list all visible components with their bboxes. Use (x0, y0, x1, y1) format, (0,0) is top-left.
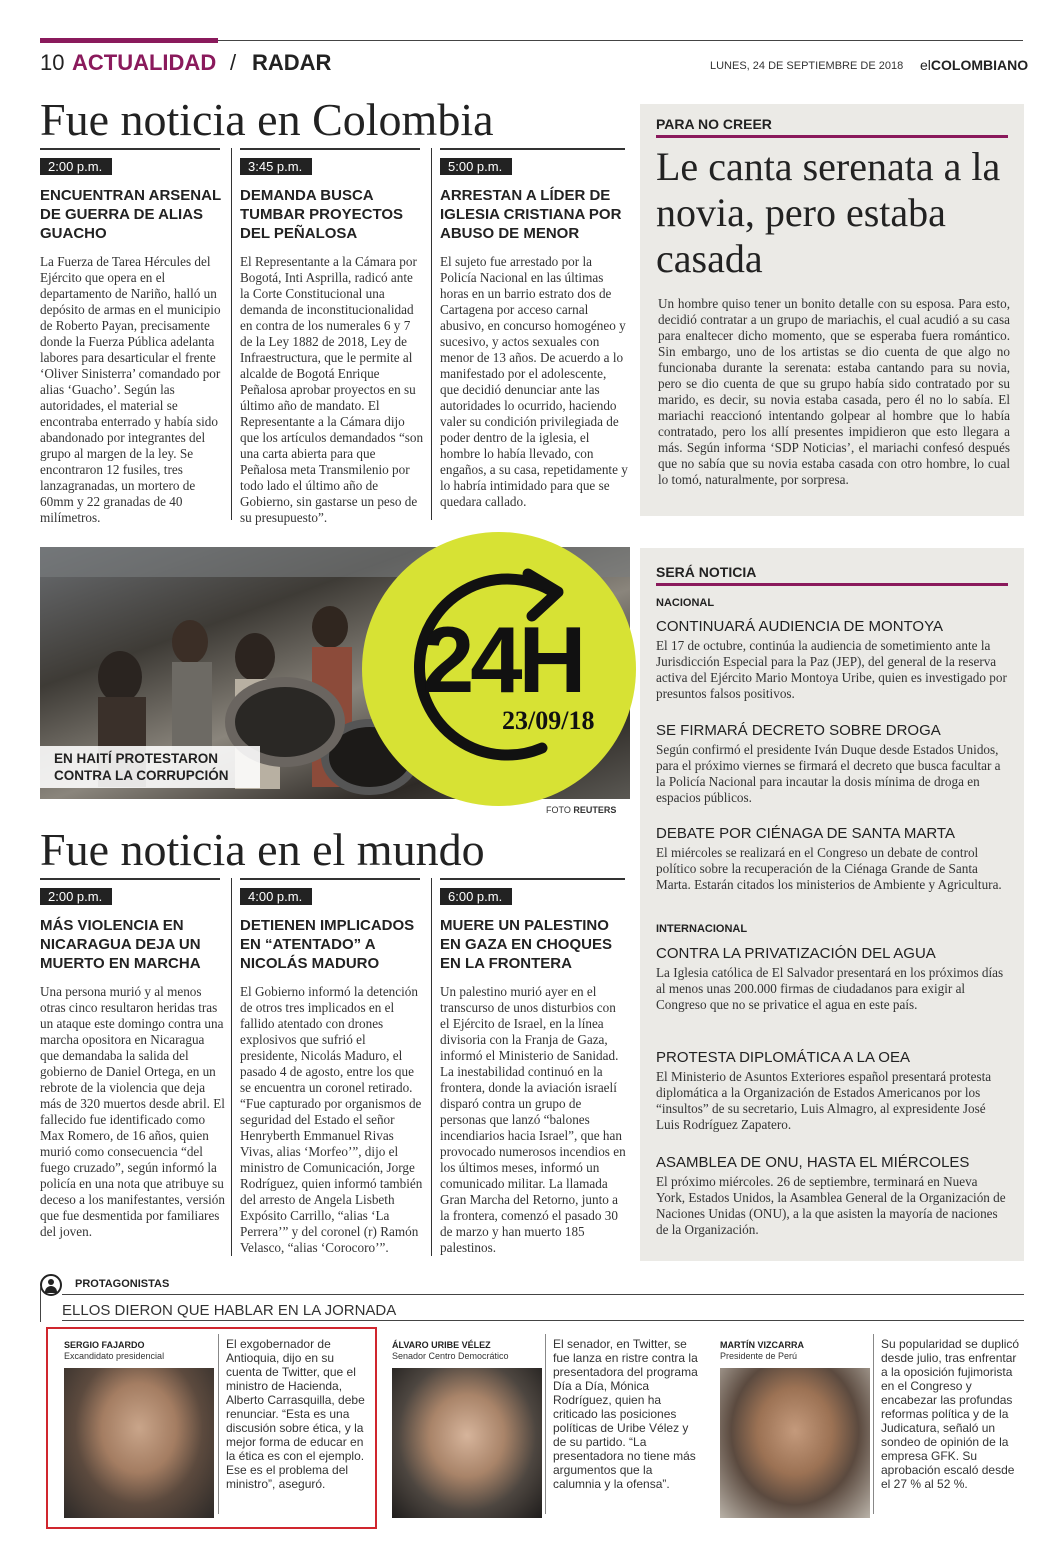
column-top-rule (240, 148, 420, 150)
story-body: El Gobierno informó la detención de otros tres implicados en el fallido atentado con drones explosivos que sufrió el presidente, Nicolás Maduro, el pasado 4 de agosto, entre los que se encuentra un coronel retirado. “Fue capturado por organismos de seguridad del Estado el señor Henryberth Emmanuel Rivas Vivas, alias ‘Morfeo’”, dijo el ministro de Comunicación, Jorge Rodríguez, quien informó también del arresto de Angela Lisbeth Expósito Carrillo, “alias ‘La Perrera’” y del coronel (r) Ramón Velasco, “alias ‘Corocoro’”. (240, 984, 423, 1255)
panel-title: Le canta serenata a la novia, pero estaba casada (656, 144, 1001, 281)
sera-noticia-item (656, 722, 1008, 806)
mundo-section-title: Fue noticia en el mundo (40, 824, 485, 875)
photo-caption-line: CONTRA LA CORRUPCIÓN (54, 768, 229, 783)
sera-noticia-item (656, 945, 1008, 1013)
story-body: Una persona murió y al menos otras cinco resultaron heridas tras un ataque este domingo contra una marcha opositora en Nicaragua que demandaba la salida del gobierno de Daniel Ortega, en un rebrote de la violencia que deja más de 320 muertos desde abril. El fallecido fue identificado como Max Romero, de 16 años, quien murió como consecuencia “del fuego cruzado”, según informó la policía en una nota que atribuye su deceso a los manifestantes, versión que fue desmentida por familiares del joven. (40, 984, 225, 1239)
item-body: Según confirmó el presidente Iván Duque desde Estados Unidos, para el próximo viernes se firmará el decreto que busca facultar a la Policía Nacional para incautar la dosis mínima de droga en espacios públicos. (656, 742, 1001, 805)
item-headline: CONTINUARÁ AUDIENCIA DE MONTOYA (656, 618, 943, 635)
protagonist-divider (873, 1334, 874, 1514)
photo-caption (40, 746, 260, 788)
column-divider (231, 148, 232, 520)
item-body: El 17 de octubre, continúa la audiencia de sometimiento ante la Jurisdicción Especial para la Paz (JEP), del general de la reserva activa del Ejército Mario Montoya Uribe, quien es investigado por presuntos falsos positivos. (656, 638, 1007, 701)
story-body: El sujeto fue arrestado por la Policía Nacional en las últimas horas en un barrio estrato dos de Cartagena por acceso carnal abusivo, en concurso homogéneo y sucesivo, y actos sexuales con menor de 13 años. De acuerdo a lo manifestado por el adolescente, que decidió denunciar ante las autoridades lo ocurrido, haciendo valer su condición privilegiada de poder dentro de la iglesia, el hombre lo había llevado, con engaños, a su casa, repetidamente y lo habría intimidado para que se quedara callado. (440, 254, 628, 509)
story-headline: DETIENEN IMPLICADOS EN “ATENTADO” A NICOLÁS MADURO (240, 917, 415, 972)
24h-badge-text: 24H (422, 607, 583, 712)
protagonist-role: Excandidato presidencial (64, 1351, 165, 1361)
item-body: El Ministerio de Asuntos Exteriores español presentará protesta diplomática a la Organización de Estados Americanos por los “insultos” de su secretario, Luis Almagro, al expresidente José Luis Rodríguez Zapatero. (656, 1069, 992, 1132)
column-top-rule (40, 148, 220, 150)
protagonist-role: Presidente de Perú (720, 1351, 798, 1361)
protagonist-photo (720, 1368, 870, 1518)
sera-noticia-item (656, 1049, 1008, 1133)
protagonistas-rule (62, 1294, 1024, 1295)
protagonist-photo (392, 1368, 542, 1518)
protagonistas-vertical-rule (40, 1286, 41, 1322)
story-body: Un palestino murió ayer en el transcurso de unos disturbios con el Ejército de Israel, en la línea divisoria con la Franja de Gaza, informó el Ministerio de Sanidad. La inestabilidad continuó en la frontera, donde la aviación israelí disparó contra un grupo de personas que lanzó “balones incendiarios hacia Israel”, que han provocado numerosos incendios en los últimos meses, informó un comunicado militar. La llamada Gran Marcha del Retorno, junto a la frontera, comenzó el pasado 30 de marzo y han muerto 185 palestinos. (440, 984, 626, 1255)
protagonist-divider (545, 1334, 546, 1514)
story-headline: ARRESTAN A LÍDER DE IGLESIA CRISTIANA POR ABUSO DE MENOR (440, 187, 622, 242)
panel-accent-rule (656, 135, 1008, 138)
story-headline: MUERE UN PALESTINO EN GAZA EN CHOQUES EN LA FRONTERA (440, 917, 612, 972)
story-time: 2:00 p.m. (40, 158, 112, 175)
story-headline: DEMANDA BUSCA TUMBAR PROYECTOS DEL PEÑALOSA (240, 187, 404, 242)
item-headline: PROTESTA DIPLOMÁTICA A LA OEA (656, 1049, 910, 1066)
protagonist-name: SERGIO FAJARDO (64, 1340, 145, 1350)
story-headline: ENCUENTRAN ARSENAL DE GUERRA DE ALIAS GUACHO (40, 187, 221, 242)
story-time: 4:00 p.m. (240, 888, 312, 905)
nacional-label: NACIONAL (656, 597, 715, 609)
protagonist-text: Su popularidad se duplicó desde julio, tras enfrentar a la oposición fujimorista en el Congreso y encabezar las profundas reformas política y de la Judicatura, señaló un sondeo de opinión de la empresa GFK. Su aprobación escaló desde el 27 % al 52 %. (881, 1337, 1020, 1491)
sera-noticia-item (656, 1154, 1008, 1238)
section-separator: / (230, 50, 237, 75)
story-time: 6:00 p.m. (440, 888, 512, 905)
protagonist-divider (218, 1334, 219, 1514)
protagonist-text: El senador, en Twitter, se fue lanza en ristre contra la presentadora del programa Día a Día, Mónica Rodríguez, quien ha criticado las posiciones políticas de Uribe Vélez y de su partido. “La presentadora no tiene más argumentos que la calumnia y la ofensa”. (553, 1337, 698, 1491)
column-top-rule (440, 878, 625, 880)
item-body: El próximo miércoles. 26 de septiembre, terminará en Nueva York, Estados Unidos, la Asamblea General de la Organización de Naciones Unidas (ONU), a la que asisten la mayoría de naciones de la Organización. (656, 1174, 1006, 1237)
item-body: El miércoles se realizará en el Congreso un debate de control político sobre la recuperación de la Ciénaga Grande de Santa Marta. Estarán citados los ministerios de Ambiente y Agricultura. (656, 845, 1002, 892)
story-headline: MÁS VIOLENCIA EN NICARAGUA DEJA UN MUERTO EN MARCHA (40, 917, 201, 972)
item-headline: ASAMBLEA DE ONU, HASTA EL MIÉRCOLES (656, 1154, 970, 1171)
person-icon (40, 1274, 62, 1296)
story-body: El Representante a la Cámara por Bogotá, Inti Asprilla, radicó ante la Corte Constitucional una demanda de inconstitucionalidad en contra de los numerales 6 y 7 de la Ley 1882 de 2018, Ley de Infraestructura, que le permite al alcalde de Bogotá Enrique Peñalosa aprobar proyectos en su último año de mandato. El Representante a la Cámara dijo que los artículos demandados “son una carta abierta para que Peñalosa meta Transmilenio por todo lado el último año de Gobierno, sin gastarse un peso de su presupuesto”. (240, 254, 424, 525)
sera-noticia-item (656, 825, 1008, 893)
news-story (240, 888, 425, 1256)
24h-badge-date: 23/09/18 (502, 706, 595, 735)
issue-date: LUNES, 24 DE SEPTIEMBRE DE 2018 (710, 60, 904, 72)
panel-accent-rule (656, 583, 1008, 586)
protagonistas-label: PROTAGONISTAS (75, 1278, 170, 1290)
photo-caption-line: EN HAITÍ PROTESTARON (54, 751, 219, 766)
subsection-name: RADAR (252, 50, 332, 75)
protagonistas-subtitle: ELLOS DIERON QUE HABLAR EN LA JORNADA (62, 1302, 397, 1319)
news-story (440, 888, 628, 1256)
column-divider (231, 878, 232, 1256)
column-divider (431, 148, 432, 520)
column-top-rule (240, 878, 420, 880)
protagonist-text: El exgobernador de Antioquia, dijo en su cuenta de Twitter, que el ministro de Hacienda, Alberto Carrasquilla, debe renunciar. “Esta es una discusión sobre ética, y la mejor forma de educar en la ética es con el ejemplo. Ese es el problema del ministro”, aseguró. (226, 1337, 365, 1491)
story-body: La Fuerza de Tarea Hércules del Ejército que opera en el departamento de Nariño, halló un depósito de armas en el municipio de Roberto Payan, precisamente donde la Fuerza Pública adelanta labores para desarticular el frente ‘Oliver Sinisterra’ comandado por alias ‘Guacho’. Según las autoridades, el material se encontraba enterrado y había sido abandonado por integrantes del grupo al margen de la ley. Se encontraron 12 fusiles, tres lanzagranadas, un mortero de 60mm y 22 granadas de 40 milímetros. (40, 254, 221, 525)
story-time: 2:00 p.m. (40, 888, 112, 905)
column-divider (431, 878, 432, 1256)
sera-noticia-panel (640, 548, 1024, 1261)
column-top-rule (440, 148, 625, 150)
protagonist-photo (64, 1368, 214, 1518)
page-number: 10 (40, 50, 65, 75)
protagonistas-bottom-rule (62, 1320, 1024, 1321)
section-name: ACTUALIDAD (72, 50, 217, 75)
news-story (40, 158, 225, 526)
panel-label: SERÁ NOTICIA (656, 564, 757, 580)
internacional-label: INTERNACIONAL (656, 923, 748, 935)
news-story (440, 158, 628, 510)
story-time: 5:00 p.m. (440, 158, 512, 175)
item-headline: SE FIRMARÁ DECRETO SOBRE DROGA (656, 722, 941, 739)
24h-badge (362, 532, 636, 806)
protagonist-name: ÁLVARO URIBE VÉLEZ (392, 1340, 491, 1350)
protagonist-name: MARTÍN VIZCARRA (720, 1340, 804, 1350)
header-accent-bar (40, 38, 218, 43)
news-story (240, 158, 425, 526)
item-headline: DEBATE POR CIÉNAGA DE SANTA MARTA (656, 825, 955, 842)
sera-noticia-item (656, 618, 1008, 702)
protagonist-role: Senador Centro Democrático (392, 1351, 509, 1361)
story-time: 3:45 p.m. (240, 158, 312, 175)
newspaper-logo: elCOLOMBIANO (920, 57, 1029, 73)
photo-credit: FOTO REUTERS (546, 805, 617, 815)
news-story (40, 888, 225, 1240)
panel-body: Un hombre quiso tener un bonito detalle con su esposa. Para esto, decidió contratar a un grupo de mariachis, el cual acudió a su casa para enaltecer dicho momento, que se esperaba fuera romántico. Sin embargo, uno de los artistas se dio cuenta de que algo no funcionaba durante la serenata: estaba cantando para su novia, pero se dio cuenta de que su grupo había sido contratado por su marido, es decir, su novia estaba casada, pero él no lo sabía. El mariachi reaccionó intentando golpear al hombre que lo había contratado, pero los allí presentes impidieron que esto llegara a más. Según informa ‘SDP Noticias’, el mariachi confesó después que no sabía que su novia estaba casada con otro hombre, lo cual lo tomó, naturalmente, por sorpresa. (658, 296, 1010, 487)
item-body: La Iglesia católica de El Salvador presentará en los próximos días al menos unas 200.000 firmas de ciudadanos para exigir al Congreso que no se privatice el agua en este país. (656, 965, 1004, 1012)
panel-label: PARA NO CREER (656, 116, 772, 132)
column-top-rule (40, 878, 220, 880)
item-headline: CONTRA LA PRIVATIZACIÓN DEL AGUA (656, 945, 936, 962)
colombia-section-title: Fue noticia en Colombia (40, 94, 494, 145)
para-no-creer-panel (640, 104, 1024, 516)
